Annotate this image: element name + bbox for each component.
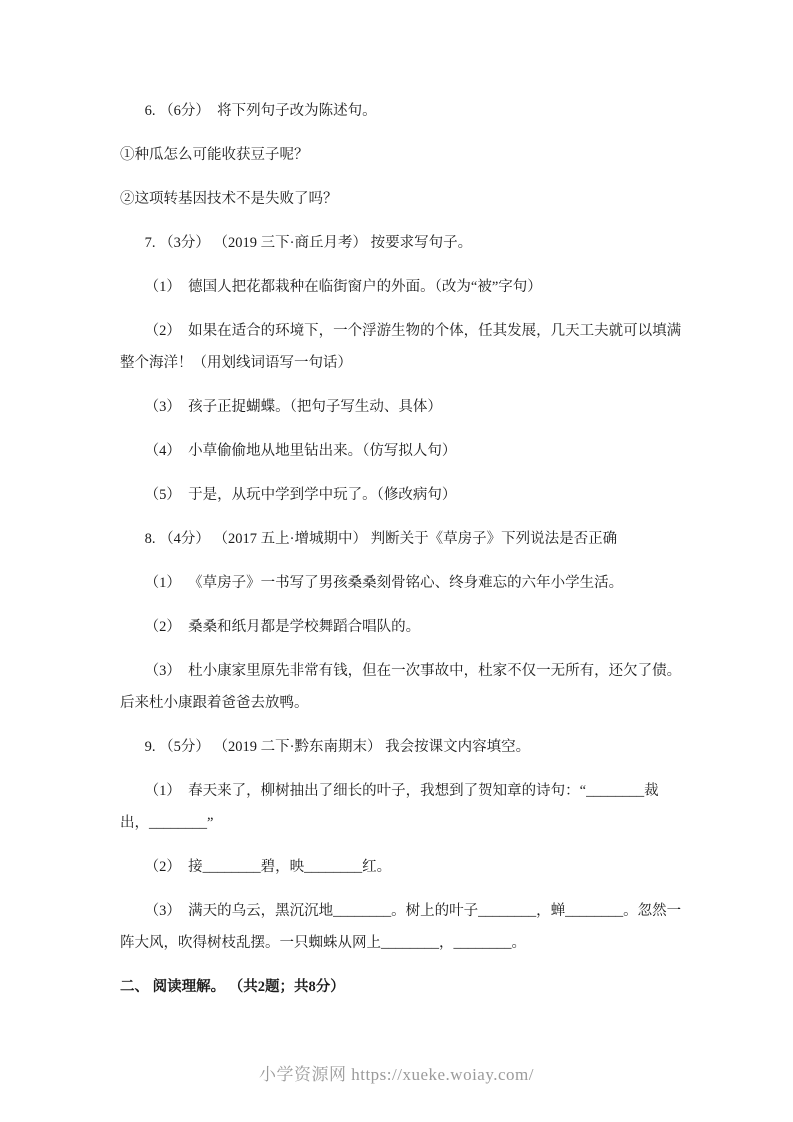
exam-content [120,95,685,1015]
section-2-heading: 二、 阅读理解。 （共2题；共8分） [120,979,345,995]
question-9-part-2: （2） 接________碧，映________红。 [144,859,392,875]
question-7-part-1: （1） 德国人把花都栽种在临街窗户的外面。（改为“被”字句） [144,279,542,295]
question-9-part-3: （3） 满天的乌云，黑沉沉地________。树上的叶子________，蝉________。忽然一阵大风，吹得树枝乱摆。一只蜘蛛从网上________，________。 [120,903,682,951]
question-9-part-1: （1） 春天来了，柳树抽出了细长的叶子，我想到了贺知章的诗句：“________裁出，________” [120,783,659,831]
question-7-part-5: （5） 于是，从玩中学到学中玩了。（修改病句） [144,487,457,503]
question-8-heading: 8. （4分） （2017 五上·增城期中） 判断关于《草房子》下列说法是否正确 [144,531,618,547]
question-8-part-1: （1） 《草房子》一书写了男孩桑桑刻骨铭心、终身难忘的六年小学生活。 [144,575,624,591]
question-6-sentence-1: ①种瓜怎么可能收获豆子呢？ [120,147,309,163]
question-8-part-2: （2） 桑桑和纸月都是学校舞蹈合唱队的。 [144,619,421,635]
question-7-part-2: （2） 如果在适合的环境下，一个浮游生物的个体，任其发展，几天工夫就可以填满整个海洋！（用划线词语写一句话） [120,323,682,371]
watermark-footer: 小学资源网 https://xueke.woiay.com/ [258,1065,534,1084]
question-9-heading: 9. （5分） （2019 二下·黔东南期末） 我会按课文内容填空。 [144,739,531,755]
question-6-sentence-2: ②这项转基因技术不是失败了吗？ [120,191,338,207]
question-7-part-3: （3） 孩子正捉蝴蝶。（把句子写生动、具体） [144,399,442,415]
question-7-part-4: （4） 小草偷偷地从地里钻出来。（仿写拟人句） [144,443,457,459]
question-6-heading: 6. （6分） 将下列句子改为陈述句。 [144,103,377,119]
question-8-part-3: （3） 杜小康家里原先非常有钱，但在一次事故中，杜家不仅一无所有，还欠了债。后来杜小康跟着爸爸去放鸭。 [120,663,682,711]
question-7-heading: 7. （3分） （2019 三下·商丘月考） 按要求写句子。 [144,235,473,251]
